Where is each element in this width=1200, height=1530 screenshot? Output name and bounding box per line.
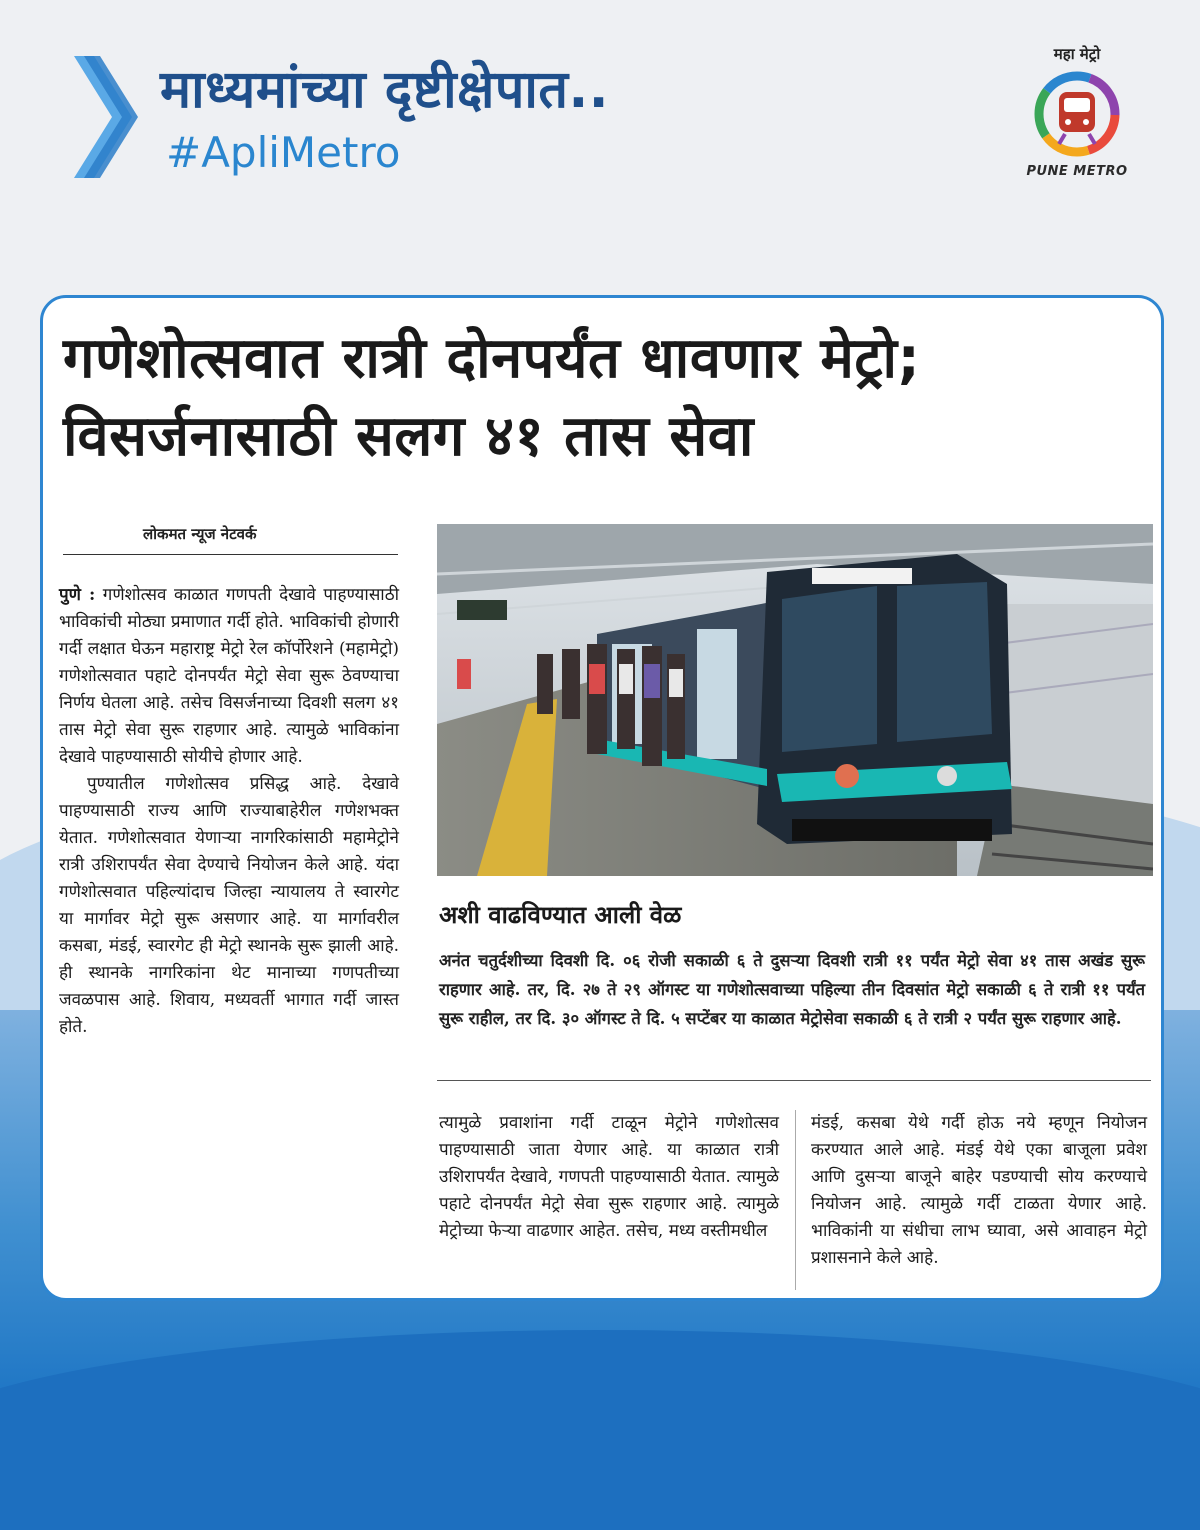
article-column-2: त्यामुळे प्रवाशांना गर्दी टाळून मेट्रोने गणेशोत्सव पाहण्यासाठी जाता येणार आहे. या काळात रात्री उशिरापर्यंत देखावे, गणपती पाहण्यासाठी येतात. त्यामुळे पहाटे दोनपर्यंत मेट्रो सेवा सुरू राहणार आहे. त्यामुळे मेट्रोच्या फेऱ्या वाढणार आहेत. तसेच, मध्य वस्तीमधील: [439, 1113, 779, 1241]
pune-metro-logo: [1018, 44, 1136, 194]
column-divider: [795, 1110, 796, 1290]
dateline: पुणे :: [59, 585, 96, 605]
page-title: माध्यमांच्या दृष्टीक्षेपात..: [160, 60, 610, 120]
article-column-1: [59, 582, 399, 1041]
background-bottom-curve: [0, 1330, 1200, 1530]
metro-train-icon: [1029, 66, 1125, 162]
byline-divider: [63, 554, 398, 555]
timing-box-divider: [437, 1080, 1151, 1081]
logo-top-text: महा मेट्रो: [1053, 45, 1101, 63]
article-column-3: मंडई, कसबा येथे गर्दी होऊ नये म्हणून नियोजन करण्यात आले आहे. मंडई येथे एका बाजूला प्रवेश आणि दुसऱ्या बाजूने बाहेर पडण्याची सोय करण्याचे नियोजन आहे. त्यामुळे गर्दी टाळता येणार आहे. भाविकांनी या संधीचा लाभ घ्यावा, असे आवाहन मेट्रो प्रशासनाने केले आहे.: [811, 1113, 1147, 1268]
metro-train-photo: [437, 524, 1153, 876]
timing-box-text: अनंत चतुर्दशीच्या दिवशी दि. ०६ रोजी सकाळी ६ ते दुसऱ्या दिवशी रात्री ११ पर्यंत मेट्रो सेवा ४१ तास अखंड सुरू राहणार आहे. तर, दि. २७ ते २९ ऑगस्ट या गणेशोत्सवाच्या पहिल्या तीन दिवसांत मेट्रो सकाळी ६ ते रात्री ११ पर्यंत सुरू राहील, तर दि. ३० ऑगस्ट ते दि. ५ सप्टेंबर या काळात मेट्रोसेवा सकाळी ६ ते रात्री २ पर्यंत सुरू राहणार आहे.: [439, 951, 1145, 1028]
timing-box-title: अशी वाढविण्यात आली वेळ: [439, 901, 682, 929]
logo-bottom-text: PUNE METRO: [1026, 164, 1128, 179]
article-headline: गणेशोत्सवात रात्री दोनपर्यंत धावणार मेट्रो; विसर्जनासाठी सलग ४१ तास सेवा: [63, 326, 921, 469]
chevron-icon: [70, 52, 140, 182]
paragraph: पुण्यातील गणेशोत्सव प्रसिद्ध आहे. देखावे पाहण्यासाठी राज्य आणि राज्याबाहेरील गणेशभक्त येतात. गणेशोत्सवात येणाऱ्या नागरिकांसाठी महामेट्रोने रात्री उशिरापर्यंत सेवा देण्याचे नियोजन केले आहे. यंदा गणेशोत्सवात पहिल्यांदाच जिल्हा न्यायालय ते स्वारगेट या मार्गावर मेट्रो सुरू असणार आहे. या मार्गावरील कसबा, मंडई, स्वारगेट ही मेट्रो स्थानके सुरू झाली आहे. ही स्थानके नागरिकांना थेट मानाच्या गणपतीच्या जवळपास आहे. शिवाय, मध्यवर्ती भागात गर्दी जास्त होते.: [59, 774, 399, 1037]
newspaper-clipping: [40, 295, 1164, 1301]
article-byline: लोकमत न्यूज नेटवर्क: [143, 525, 257, 543]
paragraph-text: गणेशोत्सव काळात गणपती देखावे पाहण्यासाठी भाविकांची मोठ्या प्रमाणात गर्दी होते. भाविकांची होणारी गर्दी लक्षात घेऊन महाराष्ट्र मेट्रो रेल कॉर्पोरेशने (महामेट्रो) गणेशोत्सवात पहाटे दोनपर्यंत मेट्रो सेवा सुरू ठेवण्याचा निर्णय घेतला आहे. तसेच विसर्जनाच्या दिवशी सलग ४१ तास मेट्रो सेवा सुरू राहणार आहे. त्यामुळे भाविकांना देखावे पाहण्यासाठी सोयीचे होणार आहे.: [59, 585, 399, 767]
hashtag: #ApliMetro: [166, 128, 401, 177]
paragraph: [59, 582, 399, 771]
